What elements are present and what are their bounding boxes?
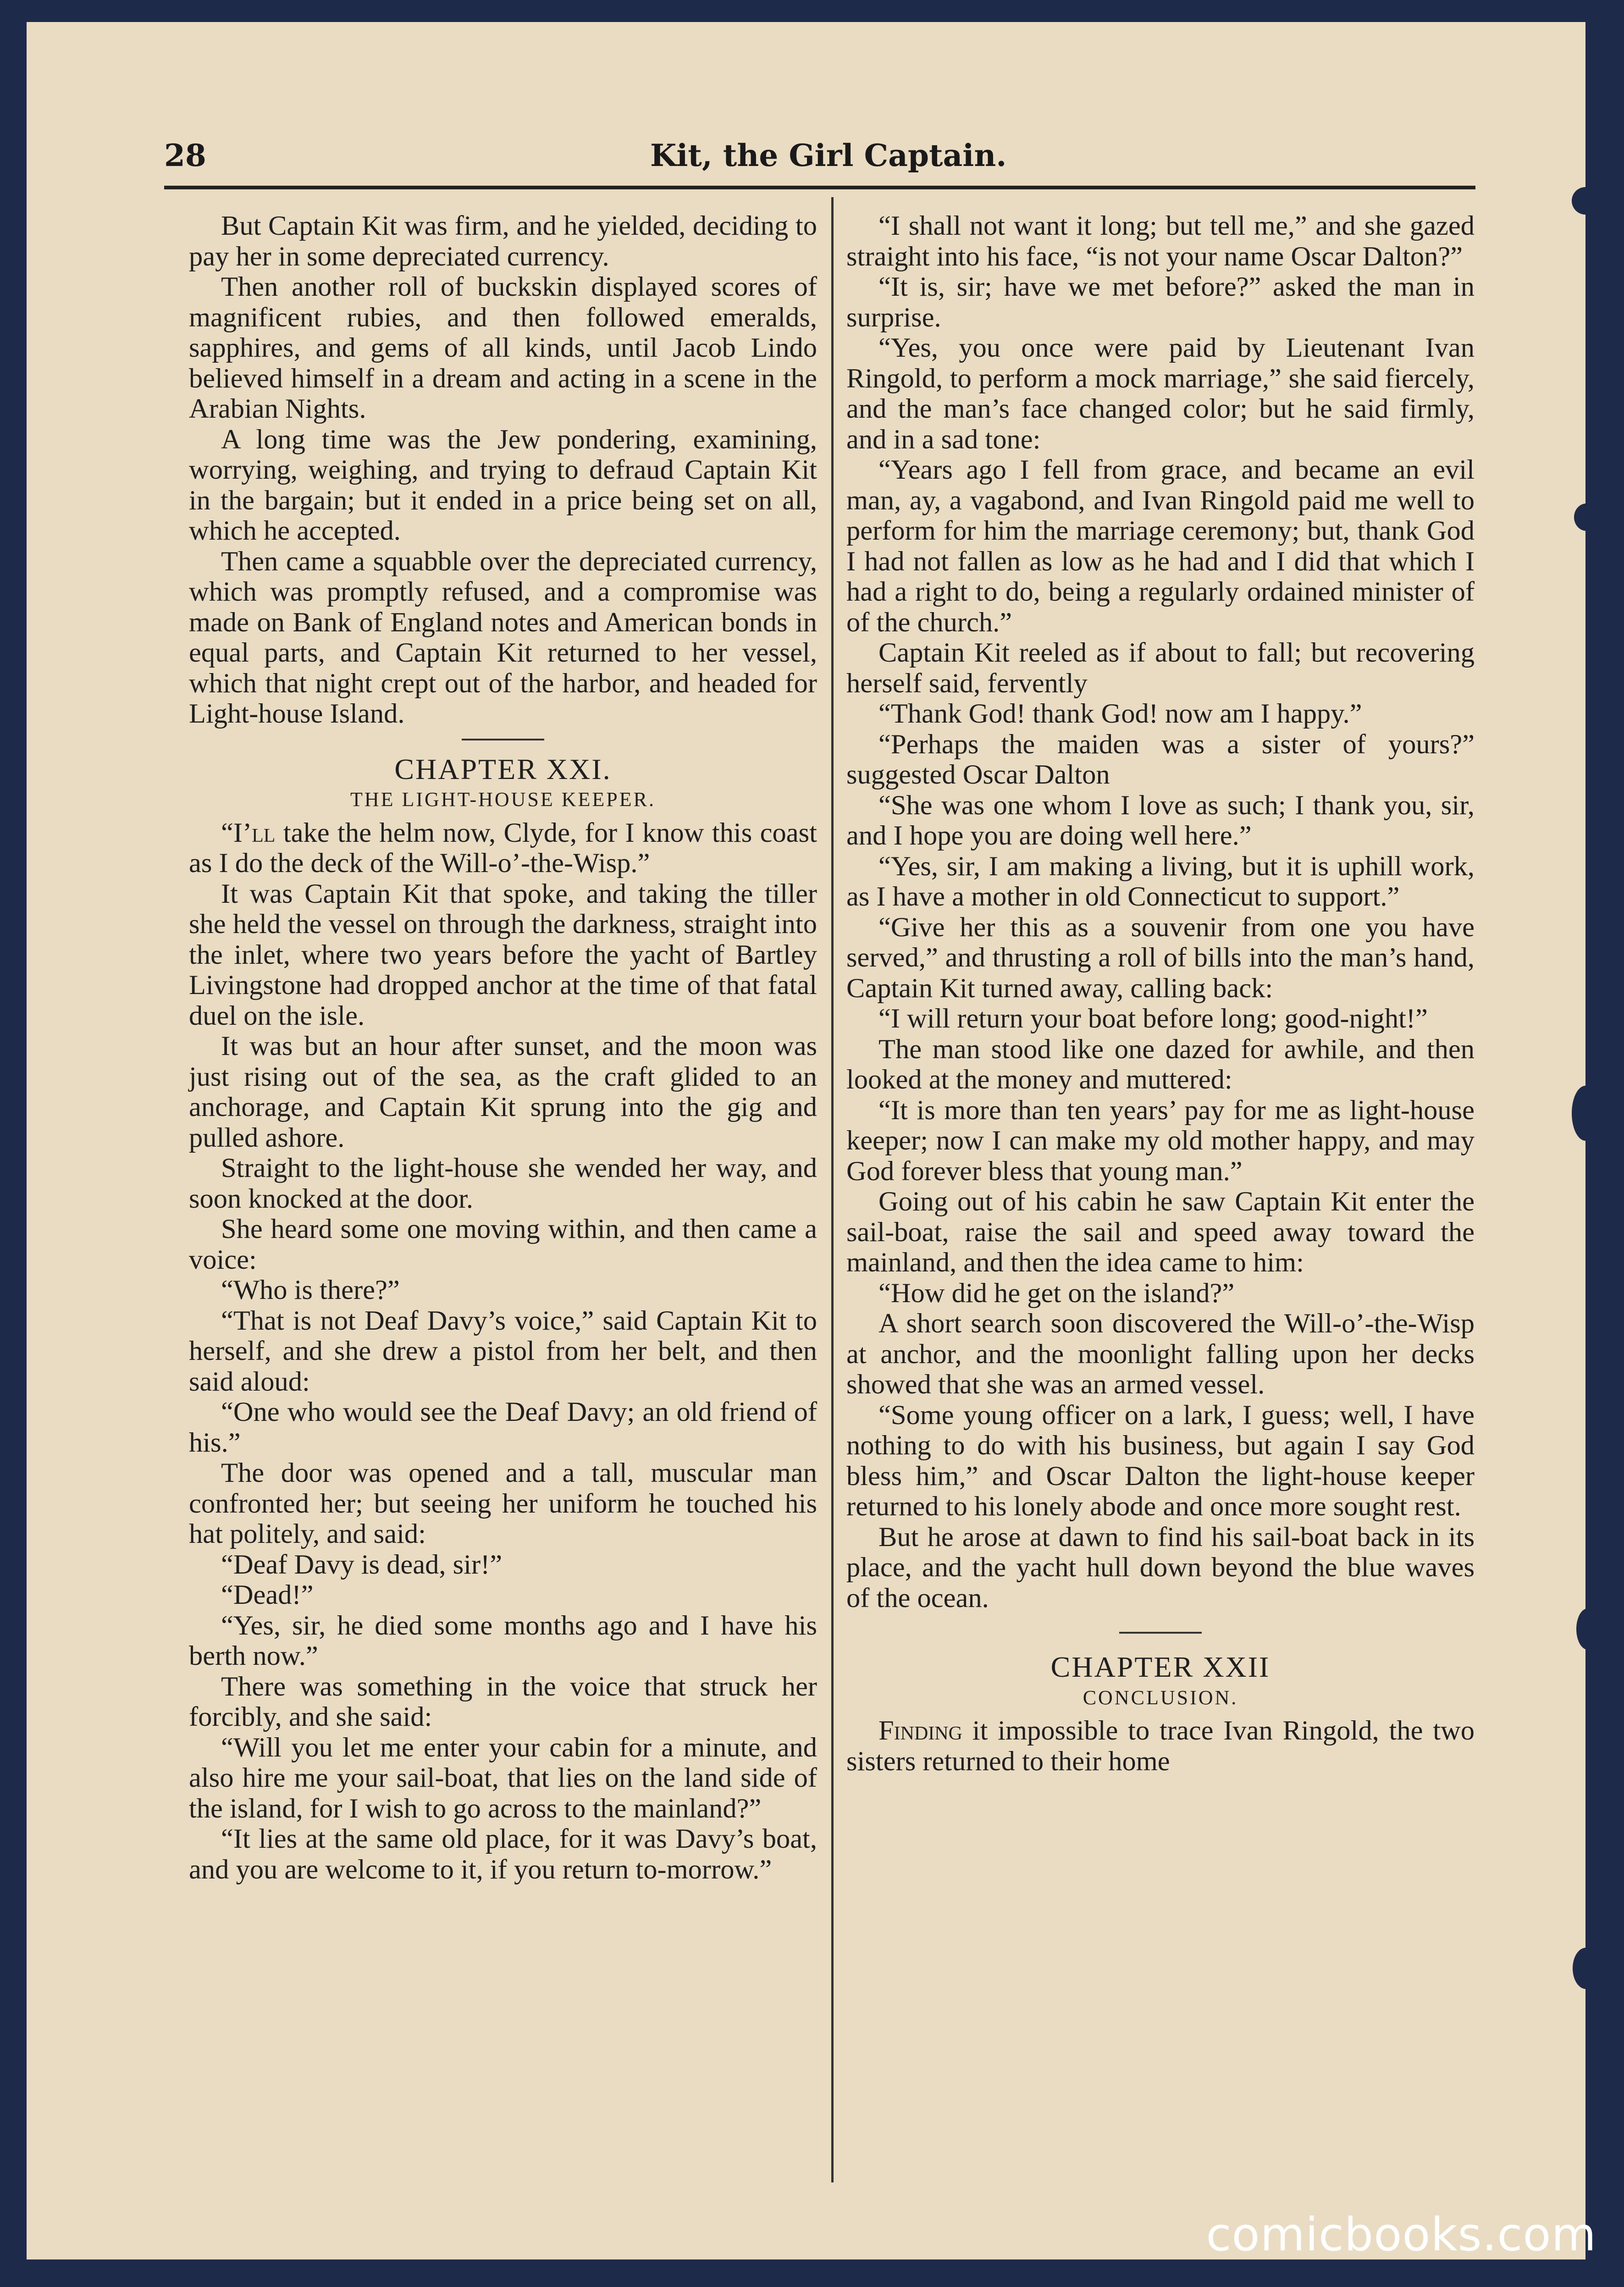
paper-damage [1576, 1608, 1585, 1650]
paragraph: There was something in the voice that struck her forcibly, and she said: [189, 1671, 817, 1732]
page-header [164, 138, 1475, 188]
paragraph: Straight to the light-house she wended her way, and soon knocked at the door. [189, 1153, 817, 1214]
paragraph: “She was one whom I love as such; I thank you, sir, and I hope you are doing well here.” [846, 790, 1475, 851]
paragraph: A short search soon discovered the Will-o’-the-Wisp at anchor, and the moonlight falling upon her decks showed that she was an armed vessel. [846, 1308, 1475, 1400]
paragraph [189, 818, 817, 879]
paragraph: The man stood like one dazed for awhile, and then looked at the money and muttered: [846, 1033, 1475, 1095]
header-rule [164, 186, 1475, 189]
paragraph: But he arose at dawn to find his sail-boat back in its place, and the yacht hull down beyond the blue waves of the ocean. [846, 1521, 1475, 1613]
paragraph: “It is more than ten years’ pay for me as light-house keeper; now I can make my old mother happy, and may God forever bless that young man.” [846, 1094, 1475, 1187]
paragraph: “I shall not want it long; but tell me,” and she gazed straight into his face, “is not your name Oscar Dalton?” [846, 210, 1475, 272]
paragraph: She heard some one moving within, and then came a voice: [189, 1214, 817, 1275]
chapter-heading: CHAPTER XXI. [394, 752, 612, 785]
chapter-heading: CHAPTER XXII [1050, 1651, 1270, 1683]
paper-damage [1572, 1086, 1585, 1141]
paragraph: It was but an hour after sunset, and the moon was just rising out of the sea, as the craft glided to an anchorage, and Captain Kit sprung into the gig and pulled ashore. [189, 1031, 817, 1153]
chapter-lead-word: “I’ll [221, 817, 276, 848]
paragraph: The door was opened and a tall, muscular man confronted her; but seeing her uniform he touched his hat politely, and said: [189, 1458, 817, 1549]
watermark: comicbooks.com [1206, 2208, 1596, 2261]
paragraph: “Deaf Davy is dead, sir!” [221, 1549, 503, 1580]
paragraph: But Captain Kit was firm, and he yielded, deciding to pay her in some depreciated currency. [189, 210, 817, 272]
section-rule [462, 739, 544, 740]
left-column [189, 211, 817, 1885]
page-number: 28 [164, 138, 206, 173]
column-divider [831, 197, 834, 2182]
paragraph: A long time was the Jew pondering, examining, worrying, weighing, and trying to defraud Captain Kit in the bargain; but it ended in a price being set on all, which he accepted. [189, 424, 817, 546]
paper-damage [1573, 1948, 1585, 1989]
running-title: Kit, the Girl Captain. [650, 138, 1007, 173]
paragraph: “Thank God! thank God! now am I happy.” [878, 698, 1362, 729]
paragraph: “Perhaps the maiden was a sister of yours?” suggested Oscar Dalton [846, 729, 1475, 790]
chapter-subtitle: THE LIGHT-HOUSE KEEPER. [350, 788, 656, 811]
paragraph-text: take the helm now, Clyde, for I know this coast as I do the deck of the Will-o’-the-Wisp.” [189, 817, 817, 878]
paper-damage [1572, 187, 1585, 215]
paragraph: “How did he get on the island?” [878, 1277, 1235, 1309]
paragraph: “Who is there?” [221, 1275, 400, 1305]
paragraph: “Give her this as a souvenir from one you have served,” and thrusting a roll of bills into the man’s hand, Captain Kit turned away, calling back: [846, 911, 1475, 1004]
section-rule [1119, 1632, 1202, 1634]
paragraph: “Yes, sir, I am making a living, but it is uphill work, as I have a mother in old Connecticut to support.” [846, 851, 1475, 912]
paragraph: “That is not Deaf Davy’s voice,” said Captain Kit to herself, and she drew a pistol from her belt, and then said aloud: [189, 1305, 817, 1397]
paper-damage [1574, 503, 1585, 531]
chapter-subtitle: CONCLUSION. [1083, 1686, 1238, 1709]
paragraph: It was Captain Kit that spoke, and taking the tiller she held the vessel on through the darkness, straight into the inlet, where two years before the yacht of Bartley Livingstone had dropped anchor at the time of that fatal duel on the isle. [189, 878, 817, 1031]
paragraph: “I will return your boat before long; good-night!” [878, 1003, 1428, 1034]
paragraph: Then came a squabble over the depreciated currency, which was promptly refused, and a compromise was made on Bank of England notes and American bonds in equal parts, and Captain Kit returned to her vessel, which that night crept out of the harbor, and headed for Light-house Island. [189, 546, 817, 729]
paragraph: Then another roll of buckskin displayed scores of magnificent rubies, and then followed emeralds, sapphires, and gems of all kinds, until Jacob Lindo believed himself in a dream and acting in a scene in the Arabian Nights. [189, 271, 817, 424]
paragraph: “Yes, sir, he died some months ago and I have his berth now.” [189, 1610, 817, 1671]
paragraph: “One who would see the Deaf Davy; an old friend of his.” [189, 1397, 817, 1458]
paragraph: “Dead!” [221, 1580, 314, 1610]
paragraph: “It is, sir; have we met before?” asked the man in surprise. [846, 271, 1475, 333]
right-column [846, 211, 1475, 1777]
paragraph: Captain Kit reeled as if about to fall; but recovering herself said, fervently [846, 637, 1475, 699]
paragraph: “Will you let me enter your cabin for a minute, and also hire me your sail-boat, that lies on the land side of the island, for I wish to go across to the mainland?” [189, 1732, 817, 1824]
paragraph [846, 1716, 1475, 1777]
paragraph: “Years ago I fell from grace, and became an evil man, ay, a vagabond, and Ivan Ringold paid me well to perform for him the marriage ceremony; but, thank God I had not fallen as low as he had and I did that which I had a right to do, being a regularly ordained minister of of the church.” [846, 454, 1475, 638]
paragraph: “Yes, you once were paid by Lieutenant Ivan Ringold, to perform a mock marriage,” she said fiercely, and the man’s face changed color; but he said firmly, and in a sad tone: [846, 332, 1475, 455]
paragraph: “Some young officer on a lark, I guess; well, I have nothing to do with his business, but again I say God bless him,” and Oscar Dalton the light-house keeper returned to his lonely abode and once more sought rest. [846, 1399, 1475, 1522]
paragraph: Going out of his cabin he saw Captain Kit enter the sail-boat, raise the sail and speed away toward the mainland, and then the idea came to him: [846, 1186, 1475, 1278]
chapter-lead-word: Finding [878, 1715, 962, 1746]
paragraph-text: it impossible to trace Ivan Ringold, the two sisters returned to their home [846, 1715, 1475, 1777]
paragraph: “It lies at the same old place, for it was Davy’s boat, and you are welcome to it, if you return to-morrow.” [189, 1823, 817, 1885]
